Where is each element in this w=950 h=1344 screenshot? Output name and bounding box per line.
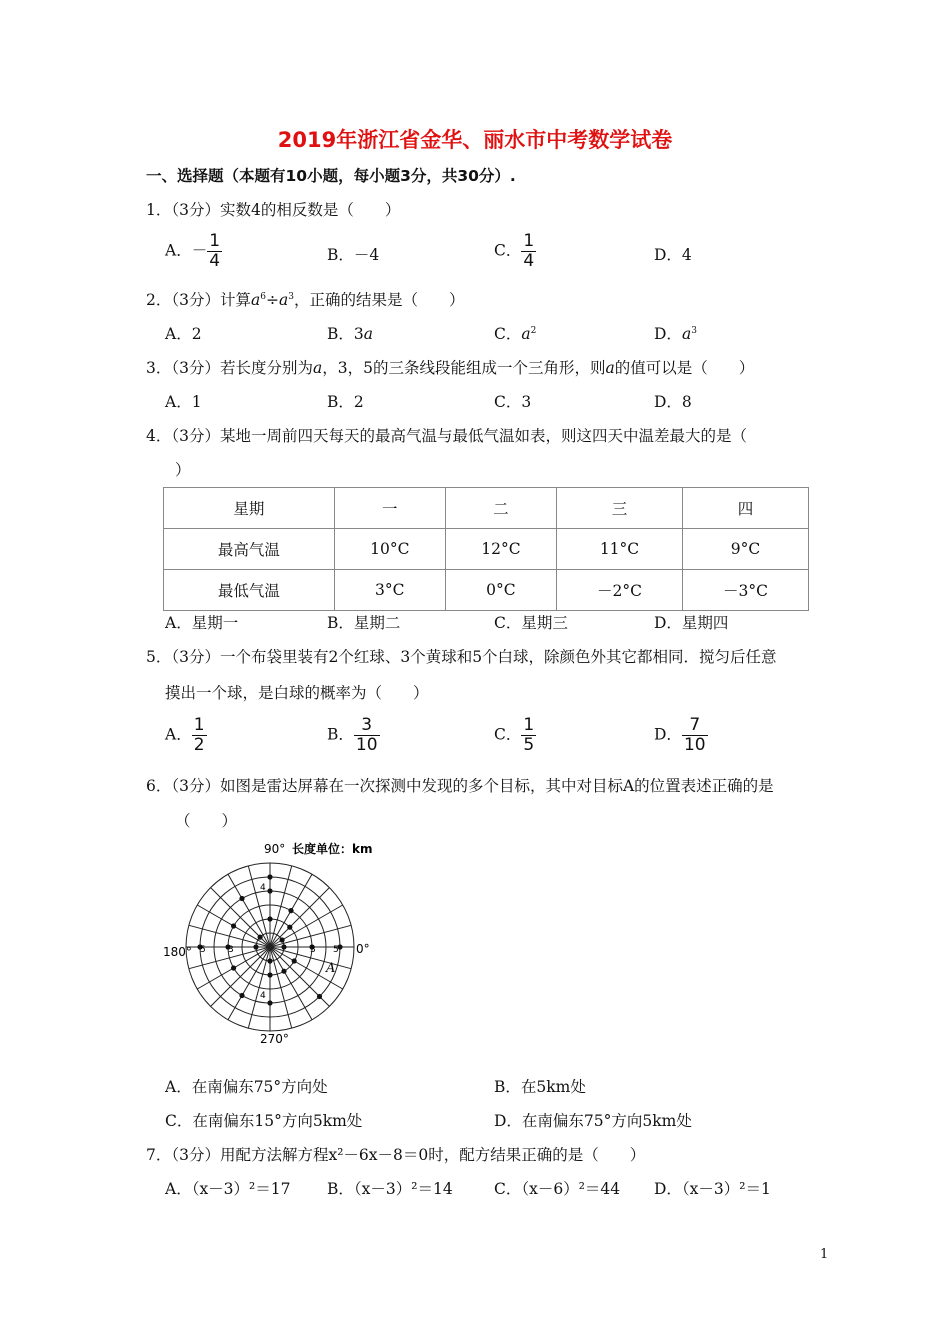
denominator: 2 (193, 735, 205, 755)
table-cell: 9°C (682, 529, 808, 570)
denominator: 10 (355, 735, 378, 755)
ring-label-5: 5 (333, 945, 339, 955)
q2-option-c (494, 322, 536, 344)
q1-option-d: D．4 (654, 246, 692, 264)
q3-option-c: C．3 (494, 393, 532, 411)
option-label: D． (654, 325, 682, 343)
stem-text: ，3，5的三条线段能组成一个三角形，则 (322, 359, 606, 377)
stem-text: 3．（3分）若长度分别为 (146, 359, 313, 377)
radar-target-dot (239, 993, 244, 998)
radar-target-dot (231, 923, 236, 928)
question-6-stem: 6．（3分）如图是雷达屏幕在一次探测中发现的多个目标，其中对目标A的位置表述正确的是 (146, 777, 774, 795)
radar-target-dot (267, 958, 272, 963)
q6-option-d: D．在南偏东75°方向5km处 (494, 1112, 692, 1130)
radar-target-dot (258, 935, 263, 940)
radar-target-dot (253, 944, 258, 949)
ring-label-4-bottom: 4 (260, 991, 266, 1001)
fraction (192, 716, 207, 755)
option-label: C． (494, 725, 522, 744)
q3-option-a: A．1 (165, 393, 202, 411)
unit-label: 长度单位：km (292, 842, 373, 856)
exponent: 2 (530, 325, 537, 336)
q6-option-c: C．在南偏东15°方向5km处 (165, 1112, 363, 1130)
option-text: B．3 (327, 325, 364, 343)
numerator: 1 (209, 231, 221, 251)
question-4-stem-cont: ） (175, 461, 191, 479)
fraction (521, 232, 536, 271)
q1-option-a (165, 232, 222, 271)
radar-target-dot (267, 1000, 272, 1005)
exponent: 6 (260, 291, 266, 302)
variable: a (363, 325, 374, 343)
question-6-stem-cont: （ ） (175, 812, 238, 830)
q3-option-b: B．2 (327, 393, 364, 411)
angle-180-label: 180° (163, 945, 192, 959)
table-cell: 0°C (445, 570, 556, 611)
table-cell: 星期 (164, 488, 335, 529)
table-row (164, 529, 809, 570)
radar-target-dot (267, 888, 272, 893)
variable: a (312, 359, 323, 377)
radar-target-dot (267, 972, 272, 977)
radar-figure (160, 835, 400, 1050)
radar-grid (186, 863, 354, 1031)
table-cell: －2°C (557, 570, 683, 611)
table-cell: 四 (682, 488, 808, 529)
option-label: A． (165, 241, 192, 260)
question-5-stem-cont: 摸出一个球，是白球的概率为（ ） (165, 684, 429, 702)
radar-target-dot (280, 937, 285, 942)
radar-target-dot (281, 944, 286, 949)
q2-option-b (327, 322, 373, 344)
q4-option-b: B．星期二 (327, 614, 401, 632)
denominator: 4 (523, 251, 535, 271)
table-cell: 最高气温 (164, 529, 335, 570)
radar-target-dot (239, 896, 244, 901)
q5-option-d (654, 716, 708, 755)
variable: a (605, 359, 615, 377)
radar-target-dot (288, 908, 293, 913)
table-cell: 12°C (445, 529, 556, 570)
q6-option-a: A．在南偏东75°方向处 (165, 1078, 328, 1096)
radar-target-dot (267, 874, 272, 879)
q4-option-a: A．星期一 (165, 614, 239, 632)
divide-sign: ÷ (265, 291, 279, 309)
table-cell: 11°C (557, 529, 683, 570)
radar-target-dot (267, 916, 272, 921)
table-cell: 10°C (334, 529, 445, 570)
radar-target-dot (231, 965, 236, 970)
q2-option-d (654, 322, 697, 344)
fraction (682, 716, 708, 755)
numerator: 1 (193, 715, 205, 735)
table-cell: 一 (334, 488, 445, 529)
angle-0-label: 0° (356, 942, 370, 956)
stem-text: ，正确的结果是（ ） (293, 291, 465, 309)
angle-90-label: 90° (264, 842, 286, 856)
question-5-stem: 5．（3分）一个布袋里装有2个红球、3个黄球和5个白球，除颜色外其它都相同．搅匀后任意 (146, 648, 777, 666)
table-row (164, 570, 809, 611)
radar-target-dot (292, 958, 297, 963)
numerator: 7 (689, 715, 701, 735)
numerator: 3 (361, 715, 373, 735)
table-cell: 3°C (334, 570, 445, 611)
stem-text: 2．（3分）计算 (146, 291, 251, 309)
page-title: 2019年浙江省金华、丽水市中考数学试卷 (277, 128, 673, 152)
question-3-stem (146, 356, 754, 378)
radar-target-dot (287, 925, 292, 930)
q1-option-c (494, 232, 536, 271)
fraction (207, 232, 222, 271)
q4-option-c: C．星期三 (494, 614, 568, 632)
ring-label-5-left: 5 (200, 945, 206, 955)
exponent: 3 (691, 325, 697, 336)
variable: a (278, 291, 289, 309)
q7-option-d: D．（x－3）²＝1 (654, 1180, 771, 1198)
option-label: C． (494, 325, 522, 343)
q7-option-a: A．（x－3）²＝17 (165, 1180, 291, 1198)
numerator: 1 (523, 231, 535, 251)
q3-option-d: D．8 (654, 393, 692, 411)
angle-270-label: 270° (260, 1032, 289, 1046)
variable: a (250, 291, 261, 309)
ring-label-4: 4 (260, 883, 266, 893)
radar-target-dot (281, 969, 286, 974)
variable: a (521, 325, 531, 343)
numerator: 1 (523, 715, 535, 735)
denominator: 10 (683, 735, 706, 755)
option-label: D． (654, 725, 682, 744)
option-label: A． (165, 725, 192, 744)
fraction (354, 716, 380, 755)
table-cell: 三 (557, 488, 683, 529)
question-2-stem (146, 288, 464, 310)
option-label: B． (327, 725, 354, 744)
q7-option-c: C．（x－6）²＝44 (494, 1180, 621, 1198)
question-4-stem: 4．（3分）某地一周前四天每天的最高气温与最低气温如表，则这四天中温差最大的是（ (146, 427, 747, 445)
fraction (521, 716, 536, 755)
q5-option-a (165, 716, 207, 755)
option-label: C． (494, 241, 522, 260)
exponent: 3 (288, 291, 294, 302)
target-a-label: A (326, 961, 336, 976)
table-cell: 最低气温 (164, 570, 335, 611)
temperature-table (163, 487, 809, 611)
variable: a (681, 325, 692, 343)
radar-target-dot (317, 994, 322, 999)
q1-option-b: B．－4 (327, 246, 380, 264)
table-row (164, 488, 809, 529)
denominator: 4 (209, 251, 221, 271)
table-cell: －3°C (682, 570, 808, 611)
ring-label-3-left: 3 (228, 945, 234, 955)
q5-option-c (494, 716, 536, 755)
q4-option-d: D．星期四 (654, 614, 729, 632)
q6-option-b: B．在5km处 (494, 1078, 586, 1096)
stem-text: 的值可以是（ ） (614, 359, 755, 377)
question-7-stem: 7．（3分）用配方法解方程x²－6x－8＝0时，配方结果正确的是（ ） (146, 1146, 646, 1164)
ring-label-3: 3 (310, 945, 316, 955)
q5-option-b (327, 716, 380, 755)
question-1-stem: 1．（3分）实数4的相反数是（ ） (146, 201, 401, 219)
denominator: 5 (523, 735, 535, 755)
q2-option-a: A．2 (165, 325, 202, 343)
section-heading: 一、选择题（本题有10小题，每小题3分，共30分）. (146, 167, 516, 185)
page-number: 1 (820, 1247, 829, 1262)
q7-option-b: B．（x－3）²＝14 (327, 1180, 453, 1198)
table-cell: 二 (445, 488, 556, 529)
minus-sign: － (191, 241, 208, 260)
